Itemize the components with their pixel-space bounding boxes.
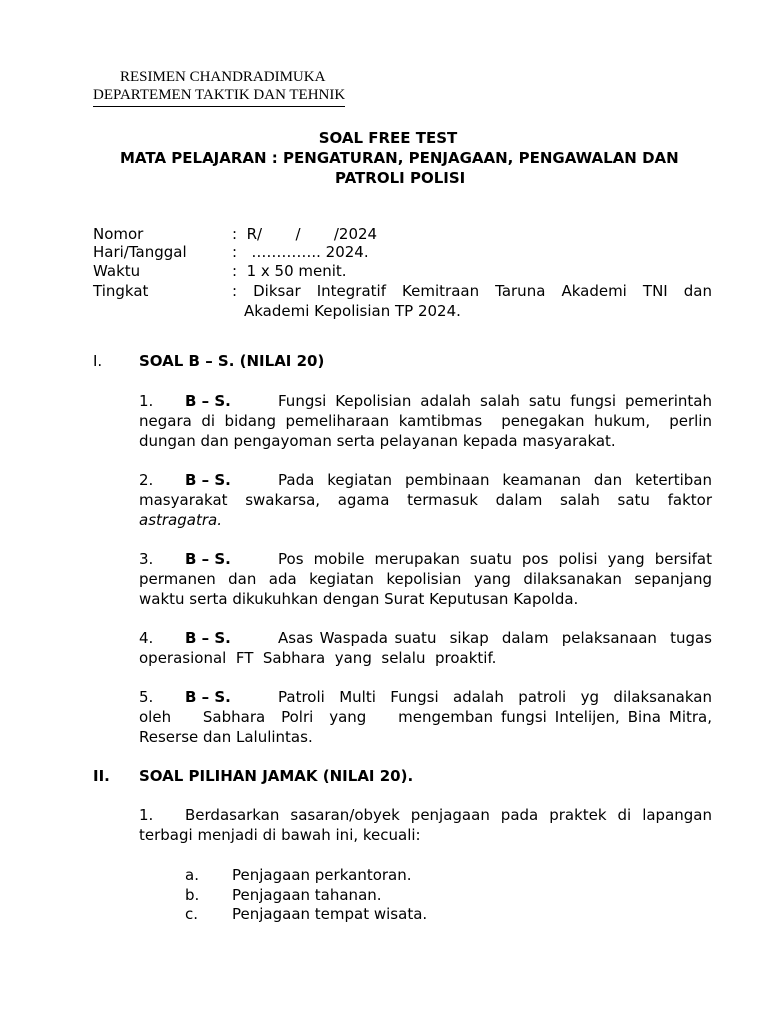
doc-title: SOAL FREE TEST: [318, 129, 458, 147]
q3-line2: permanen dan ada kegiatan kepolisian yang dilaksanakan sepanjang: [139, 570, 712, 588]
waktu-value: : 1 x 50 menit.: [232, 262, 347, 280]
option-letter: b.: [185, 886, 200, 904]
section-1-title: SOAL B – S. (NILAI 20): [139, 352, 325, 370]
q3-number: 3.: [139, 550, 154, 568]
q2-number: 2.: [139, 471, 154, 489]
option-text: Penjagaan tempat wisata.: [232, 905, 428, 923]
q2-line1: Pada kegiatan pembinaan keamanan dan ketertiban: [278, 471, 712, 489]
section-2-number: II.: [93, 767, 110, 785]
nomor-value: : R/ / /2024: [232, 225, 378, 243]
section-2-title: SOAL PILIHAN JAMAK (NILAI 20).: [139, 767, 414, 785]
q4-bs: B – S.: [185, 629, 231, 647]
option-text: Penjagaan perkantoran.: [232, 866, 412, 884]
q4-line2: operasional FT Sabhara yang selalu proaktif.: [139, 649, 497, 667]
q1-line3: dungan dan pengayoman serta pelayanan kepada masyarakat.: [139, 432, 616, 450]
subject-line-2: PATROLI POLISI: [335, 169, 466, 187]
mc-q1-line2: terbagi menjadi di bawah ini, kecuali:: [139, 826, 421, 844]
q3-bs: B – S.: [185, 550, 231, 568]
hari-label: Hari/Tanggal: [93, 243, 187, 261]
q4-number: 4.: [139, 629, 154, 647]
tingkat-value-cont: Akademi Kepolisian TP 2024.: [244, 302, 461, 320]
q1-number: 1.: [139, 392, 154, 410]
hari-value: : ………….. 2024.: [232, 243, 369, 261]
dept-name: DEPARTEMEN TAKTIK DAN TEHNIK: [93, 86, 345, 107]
q4-line1: Asas Waspada suatu sikap dalam pelaksanaan tugas: [278, 629, 712, 647]
mc-q1-line1: Berdasarkan sasaran/obyek penjagaan pada praktek di lapangan: [185, 806, 712, 824]
q3-line3: waktu serta dikukuhkan dengan Surat Keputusan Kapolda.: [139, 590, 579, 608]
subject-line: MATA PELAJARAN : PENGATURAN, PENJAGAAN, PENGAWALAN DAN: [120, 149, 679, 167]
option-letter: a.: [185, 866, 199, 884]
q3-line1: Pos mobile merupakan suatu pos polisi yang bersifat: [278, 550, 712, 568]
q5-bs: B – S.: [185, 688, 231, 706]
nomor-label: Nomor: [93, 225, 144, 243]
q2-line3: astragatra.: [139, 511, 222, 529]
q1-bs: B – S.: [185, 392, 231, 410]
q2-line2: masyarakat swakarsa, agama termasuk dalam salah satu faktor: [139, 491, 712, 509]
tingkat-label: Tingkat: [93, 282, 149, 300]
option-text: Penjagaan tahanan.: [232, 886, 382, 904]
q5-line3: Reserse dan Lalulintas.: [139, 728, 313, 746]
q2-bs: B – S.: [185, 471, 231, 489]
q1-line1: Fungsi Kepolisian adalah salah satu fungsi pemerintah: [278, 392, 712, 410]
q5-line1: Patroli Multi Fungsi adalah patroli yg dilaksanakan: [278, 688, 712, 706]
org-name: RESIMEN CHANDRADIMUKA: [120, 69, 326, 85]
q5-line2: oleh Sabhara Polri yang mengemban fungsi Intelijen, Bina Mitra,: [139, 708, 712, 726]
mc-q1-number: 1.: [139, 806, 154, 824]
tingkat-value: : Diksar Integratif Kemitraan Taruna Akademi TNI dan: [232, 282, 712, 300]
q5-number: 5.: [139, 688, 154, 706]
waktu-label: Waktu: [93, 262, 141, 280]
section-1-number: I.: [93, 352, 103, 370]
option-letter: c.: [185, 905, 199, 923]
q1-line2: negara di bidang pemeliharaan kamtibmas penegakan hukum, perlin: [139, 412, 712, 430]
